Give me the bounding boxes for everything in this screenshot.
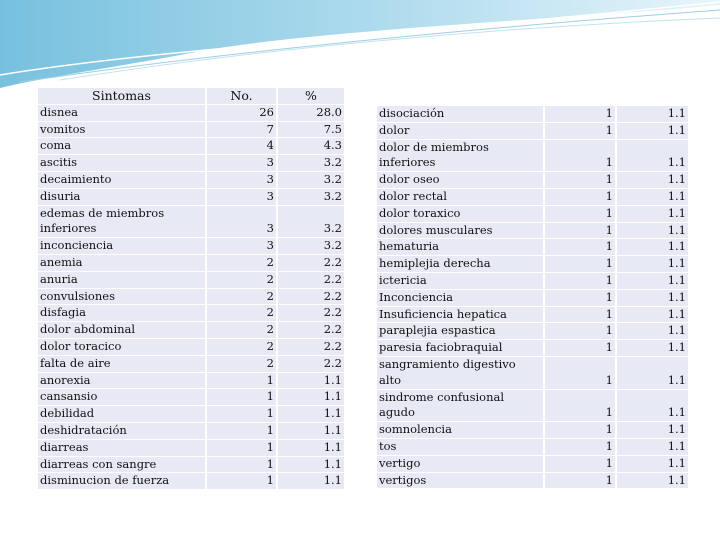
count-cell: 26 — [207, 105, 276, 121]
table-row — [38, 172, 344, 188]
symptom-cell: coma — [38, 138, 205, 154]
symptom-cell: tos — [377, 439, 543, 455]
count-cell: 1 — [545, 340, 615, 356]
symptom-cell: inconciencia — [38, 238, 205, 254]
table-row — [377, 439, 688, 455]
header-count: No. — [207, 88, 276, 104]
header-percent: % — [278, 88, 344, 104]
count-cell: 1 — [545, 473, 615, 489]
table-row — [377, 172, 688, 188]
count-cell: 7 — [207, 122, 276, 138]
table-row — [377, 473, 688, 489]
table-row — [377, 357, 688, 389]
symptom-cell: debilidad — [38, 406, 205, 422]
percent-cell: 1.1 — [278, 473, 344, 489]
symptom-cell: anemia — [38, 255, 205, 271]
percent-cell: 1.1 — [617, 206, 688, 222]
count-cell: 2 — [207, 272, 276, 288]
symptom-cell: disnea — [38, 105, 205, 121]
symptom-cell: anuria — [38, 272, 205, 288]
count-cell: 1 — [545, 140, 615, 172]
percent-cell: 1.1 — [617, 290, 688, 306]
percent-cell: 1.1 — [617, 239, 688, 255]
count-cell: 1 — [545, 206, 615, 222]
symptom-cell: dolor toracico — [38, 339, 205, 355]
slide-header-wave-decoration — [0, 0, 720, 90]
percent-cell: 1.1 — [278, 423, 344, 439]
percent-cell: 3.2 — [278, 238, 344, 254]
table-row — [38, 389, 344, 405]
count-cell: 1 — [545, 172, 615, 188]
table-row — [38, 206, 344, 238]
percent-cell: 7.5 — [278, 122, 344, 138]
percent-cell: 3.2 — [278, 172, 344, 188]
table-row — [377, 206, 688, 222]
symptom-cell: disociación — [377, 106, 543, 122]
table-row — [38, 272, 344, 288]
percent-cell: 4.3 — [278, 138, 344, 154]
count-cell: 1 — [207, 423, 276, 439]
symptom-cell: Insuficiencia hepatica — [377, 307, 543, 323]
table-row — [38, 289, 344, 305]
count-cell: 1 — [545, 307, 615, 323]
symptom-cell: dolor toraxico — [377, 206, 543, 222]
table-row — [377, 340, 688, 356]
count-cell: 1 — [545, 123, 615, 139]
table-row — [38, 255, 344, 271]
table-row — [377, 223, 688, 239]
percent-cell: 1.1 — [617, 273, 688, 289]
percent-cell: 1.1 — [617, 439, 688, 455]
symptom-cell: vomitos — [38, 122, 205, 138]
table-row — [38, 406, 344, 422]
count-cell: 1 — [545, 456, 615, 472]
symptom-cell: hematuria — [377, 239, 543, 255]
symptom-cell: decaimiento — [38, 172, 205, 188]
table-row — [377, 323, 688, 339]
percent-cell: 1.1 — [617, 172, 688, 188]
table-row — [38, 423, 344, 439]
percent-cell: 1.1 — [617, 106, 688, 122]
symptom-cell: dolor oseo — [377, 172, 543, 188]
symptom-cell: dolor de miembros inferiores — [377, 140, 543, 172]
percent-cell: 1.1 — [617, 323, 688, 339]
table-row — [377, 106, 688, 122]
symptom-cell: ascitis — [38, 155, 205, 171]
count-cell: 2 — [207, 289, 276, 305]
count-cell: 3 — [207, 206, 276, 238]
symptom-cell: dolor abdominal — [38, 322, 205, 338]
table-row — [38, 373, 344, 389]
symptom-cell: ictericia — [377, 273, 543, 289]
percent-cell: 1.1 — [278, 457, 344, 473]
percent-cell: 1.1 — [278, 389, 344, 405]
symptom-cell: somnolencia — [377, 422, 543, 438]
count-cell: 1 — [545, 189, 615, 205]
symptom-cell: dolor — [377, 123, 543, 139]
table-row — [38, 105, 344, 121]
count-cell: 3 — [207, 238, 276, 254]
count-cell: 1 — [545, 223, 615, 239]
header-symptoms: Sintomas — [38, 88, 205, 104]
symptom-cell: dolores musculares — [377, 223, 543, 239]
count-cell: 3 — [207, 155, 276, 171]
percent-cell: 1.1 — [617, 140, 688, 172]
count-cell: 1 — [545, 273, 615, 289]
symptom-cell: dolor rectal — [377, 189, 543, 205]
count-cell: 2 — [207, 322, 276, 338]
symptom-cell: disuria — [38, 189, 205, 205]
table-row — [38, 473, 344, 489]
percent-cell: 1.1 — [617, 123, 688, 139]
percent-cell: 2.2 — [278, 356, 344, 372]
symptom-cell: edemas de miembros inferiores — [38, 206, 205, 238]
table-row — [377, 390, 688, 422]
symptom-cell: Inconciencia — [377, 290, 543, 306]
count-cell: 3 — [207, 172, 276, 188]
count-cell: 3 — [207, 189, 276, 205]
percent-cell: 3.2 — [278, 155, 344, 171]
table-row — [38, 155, 344, 171]
percent-cell: 1.1 — [617, 456, 688, 472]
count-cell: 1 — [207, 440, 276, 456]
symptom-cell: vertigo — [377, 456, 543, 472]
table-row — [38, 238, 344, 254]
percent-cell: 1.1 — [617, 422, 688, 438]
count-cell: 2 — [207, 356, 276, 372]
table-row — [38, 356, 344, 372]
count-cell: 1 — [545, 323, 615, 339]
percent-cell: 2.2 — [278, 255, 344, 271]
symptom-cell: sangramiento digestivo alto — [377, 357, 543, 389]
percent-cell: 1.1 — [617, 223, 688, 239]
percent-cell: 2.2 — [278, 272, 344, 288]
percent-cell: 2.2 — [278, 339, 344, 355]
symptom-cell: diarreas — [38, 440, 205, 456]
percent-cell: 2.2 — [278, 289, 344, 305]
symptom-cell: deshidratación — [38, 423, 205, 439]
count-cell: 1 — [545, 422, 615, 438]
count-cell: 1 — [545, 357, 615, 389]
percent-cell: 1.1 — [617, 390, 688, 422]
symptom-cell: sindrome confusional agudo — [377, 390, 543, 422]
count-cell: 1 — [545, 106, 615, 122]
percent-cell: 28.0 — [278, 105, 344, 121]
table-row — [377, 273, 688, 289]
count-cell: 1 — [545, 290, 615, 306]
percent-cell: 1.1 — [617, 340, 688, 356]
count-cell: 1 — [207, 373, 276, 389]
symptom-cell: vertigos — [377, 473, 543, 489]
percent-cell: 1.1 — [617, 256, 688, 272]
count-cell: 1 — [545, 439, 615, 455]
symptom-cell: paraplejia espastica — [377, 323, 543, 339]
symptoms-table-left — [36, 87, 346, 490]
table-row — [38, 457, 344, 473]
count-cell: 2 — [207, 339, 276, 355]
table-row — [38, 339, 344, 355]
percent-cell: 1.1 — [617, 189, 688, 205]
count-cell: 1 — [545, 239, 615, 255]
table-row — [377, 256, 688, 272]
table-row — [377, 422, 688, 438]
count-cell: 2 — [207, 305, 276, 321]
symptom-cell: disfagia — [38, 305, 205, 321]
table-row — [38, 440, 344, 456]
symptom-cell: cansansio — [38, 389, 205, 405]
table-row — [38, 189, 344, 205]
table-row — [377, 456, 688, 472]
count-cell: 4 — [207, 138, 276, 154]
table-row — [377, 123, 688, 139]
count-cell: 1 — [545, 390, 615, 422]
table-row — [377, 307, 688, 323]
percent-cell: 1.1 — [617, 307, 688, 323]
percent-cell: 2.2 — [278, 322, 344, 338]
percent-cell: 1.1 — [617, 473, 688, 489]
table-row — [38, 122, 344, 138]
percent-cell: 1.1 — [278, 406, 344, 422]
count-cell: 1 — [545, 256, 615, 272]
percent-cell: 1.1 — [278, 373, 344, 389]
count-cell: 2 — [207, 255, 276, 271]
symptom-cell: convulsiones — [38, 289, 205, 305]
percent-cell: 3.2 — [278, 189, 344, 205]
table-row — [377, 189, 688, 205]
percent-cell: 1.1 — [278, 440, 344, 456]
table-row — [377, 140, 688, 172]
symptoms-table-right — [375, 105, 690, 489]
table-row — [38, 138, 344, 154]
table-header-row — [38, 88, 344, 104]
count-cell: 1 — [207, 406, 276, 422]
table-row — [38, 322, 344, 338]
table-row — [377, 239, 688, 255]
symptom-cell: disminucion de fuerza — [38, 473, 205, 489]
count-cell: 1 — [207, 389, 276, 405]
symptom-cell: paresia faciobraquial — [377, 340, 543, 356]
count-cell: 1 — [207, 473, 276, 489]
count-cell: 1 — [207, 457, 276, 473]
percent-cell: 2.2 — [278, 305, 344, 321]
symptom-cell: anorexia — [38, 373, 205, 389]
symptom-cell: falta de aire — [38, 356, 205, 372]
table-row — [38, 305, 344, 321]
percent-cell: 1.1 — [617, 357, 688, 389]
percent-cell: 3.2 — [278, 206, 344, 238]
symptom-cell: hemiplejia derecha — [377, 256, 543, 272]
symptom-cell: diarreas con sangre — [38, 457, 205, 473]
table-row — [377, 290, 688, 306]
